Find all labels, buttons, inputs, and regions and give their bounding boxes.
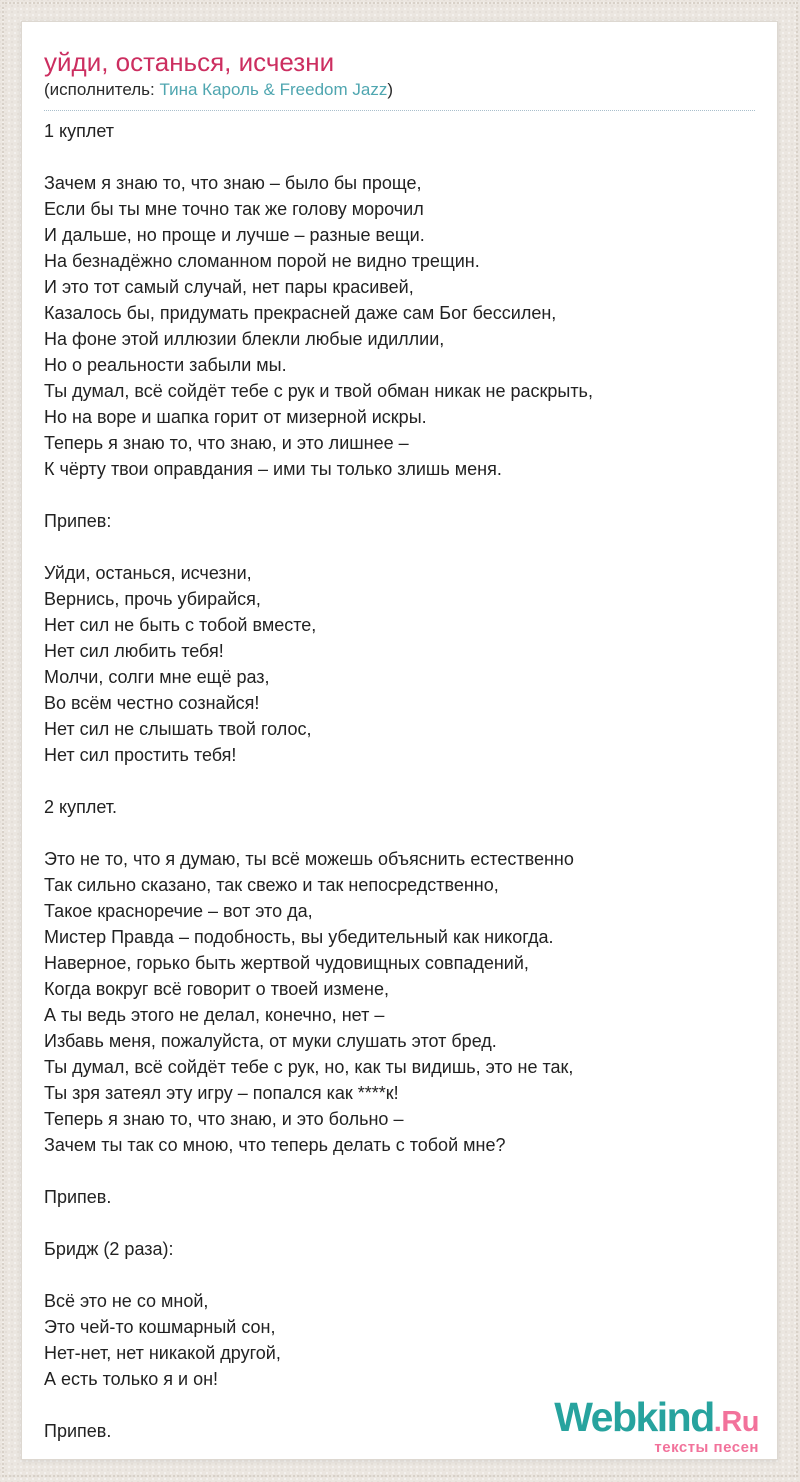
lyric-line: Нет сил простить тебя! xyxy=(44,745,237,765)
lyric-line: Такое красноречие – вот это да, xyxy=(44,901,313,921)
lyric-line xyxy=(44,482,755,508)
lyric-line: Всё это не со мной, xyxy=(44,1291,209,1311)
page-title: уйди, останься, исчезни xyxy=(44,47,335,77)
lyric-line: Это чей-то кошмарный сон, xyxy=(44,1317,276,1337)
lyric-line: Казалось бы, придумать прекрасней даже сам Бог бессилен, xyxy=(44,303,557,323)
webkind-logo-wordmark xyxy=(554,1394,759,1440)
lyric-line xyxy=(44,768,755,794)
lyric-line: Ты думал, всё сойдёт тебе с рук и твой обман никак не раскрыть, xyxy=(44,381,593,401)
lyric-line xyxy=(44,1210,755,1236)
lyric-line: А есть только я и он! xyxy=(44,1369,219,1389)
webkind-logo-main: Webkind xyxy=(554,1394,714,1440)
artist-label-prefix: (исполнитель: xyxy=(44,80,160,99)
artist-line xyxy=(44,79,755,111)
lyric-line: И это тот самый случай, нет пары красивей, xyxy=(44,277,414,297)
lyric-line: Ты думал, всё сойдёт тебе с рук, но, как ты видишь, это не так, xyxy=(44,1057,574,1077)
lyric-line: Припев. xyxy=(44,1421,112,1441)
lyric-line xyxy=(44,1262,755,1288)
webkind-logo-tagline: тексты песен xyxy=(654,1439,759,1456)
lyric-line xyxy=(44,1158,755,1184)
artist-label-suffix: ) xyxy=(387,80,393,99)
lyric-line: Уйди, останься, исчезни, xyxy=(44,563,252,583)
lyric-line: Вернись, прочь убирайся, xyxy=(44,589,261,609)
lyric-line: Мистер Правда – подобность, вы убедительный как никогда. xyxy=(44,927,554,947)
lyric-line: Молчи, солги мне ещё раз, xyxy=(44,667,270,687)
lyric-line: Нет сил не слышать твой голос, xyxy=(44,719,312,739)
lyric-line: Так сильно сказано, так свежо и так непосредственно, xyxy=(44,875,499,895)
lyric-line: 2 куплет. xyxy=(44,797,118,817)
lyric-line: Во всём честно сознайся! xyxy=(44,693,260,713)
lyric-line: Теперь я знаю то, что знаю, и это больно – xyxy=(44,1109,404,1129)
lyric-line: Зачем я знаю то, что знаю – было бы проще, xyxy=(44,173,422,193)
lyric-line: На безнадёжно сломанном порой не видно трещин. xyxy=(44,251,480,271)
lyric-line: Ты зря затеял эту игру – попался как ****к! xyxy=(44,1083,399,1103)
lyric-line xyxy=(44,820,755,846)
lyric-line: А ты ведь этого не делал, конечно, нет – xyxy=(44,1005,385,1025)
lyric-line: Это не то, что я думаю, ты всё можешь объяснить естественно xyxy=(44,849,574,869)
lyric-line: Припев. xyxy=(44,1187,112,1207)
lyric-line: Но на воре и шапка горит от мизерной искры. xyxy=(44,407,427,427)
webkind-logo-suffix: .Ru xyxy=(713,1406,759,1438)
lyric-line: Припев: xyxy=(44,511,112,531)
lyric-line: Нет-нет, нет никакой другой, xyxy=(44,1343,281,1363)
lyric-line: К чёрту твои оправдания – ими ты только злишь меня. xyxy=(44,459,502,479)
lyric-line: Наверное, горько быть жертвой чудовищных совпадений, xyxy=(44,953,529,973)
lyric-line: Избавь меня, пожалуйста, от муки слушать этот бред. xyxy=(44,1031,497,1051)
lyric-line: И дальше, но проще и лучше – разные вещи. xyxy=(44,225,425,245)
lyric-line: На фоне этой иллюзии блекли любые идиллии, xyxy=(44,329,445,349)
artist-link[interactable]: Тина Кароль & Freedom Jazz xyxy=(159,80,388,99)
lyric-line: 1 куплет xyxy=(44,121,114,141)
lyric-line: Если бы ты мне точно так же голову морочил xyxy=(44,199,424,219)
lyric-line: Теперь я знаю то, что знаю, и это лишнее – xyxy=(44,433,409,453)
lyric-line: Но о реальности забыли мы. xyxy=(44,355,287,375)
lyric-line xyxy=(44,534,755,560)
lyrics-text xyxy=(44,118,755,1444)
lyric-line: Бридж (2 раза): xyxy=(44,1239,174,1259)
lyrics-card xyxy=(21,21,778,1460)
webkind-logo[interactable] xyxy=(554,1394,759,1456)
lyric-line: Зачем ты так со мною, что теперь делать с тобой мне? xyxy=(44,1135,506,1155)
lyric-line xyxy=(44,144,755,170)
lyric-line: Когда вокруг всё говорит о твоей измене, xyxy=(44,979,389,999)
lyric-line: Нет сил не быть с тобой вместе, xyxy=(44,615,317,635)
lyric-line: Нет сил любить тебя! xyxy=(44,641,224,661)
